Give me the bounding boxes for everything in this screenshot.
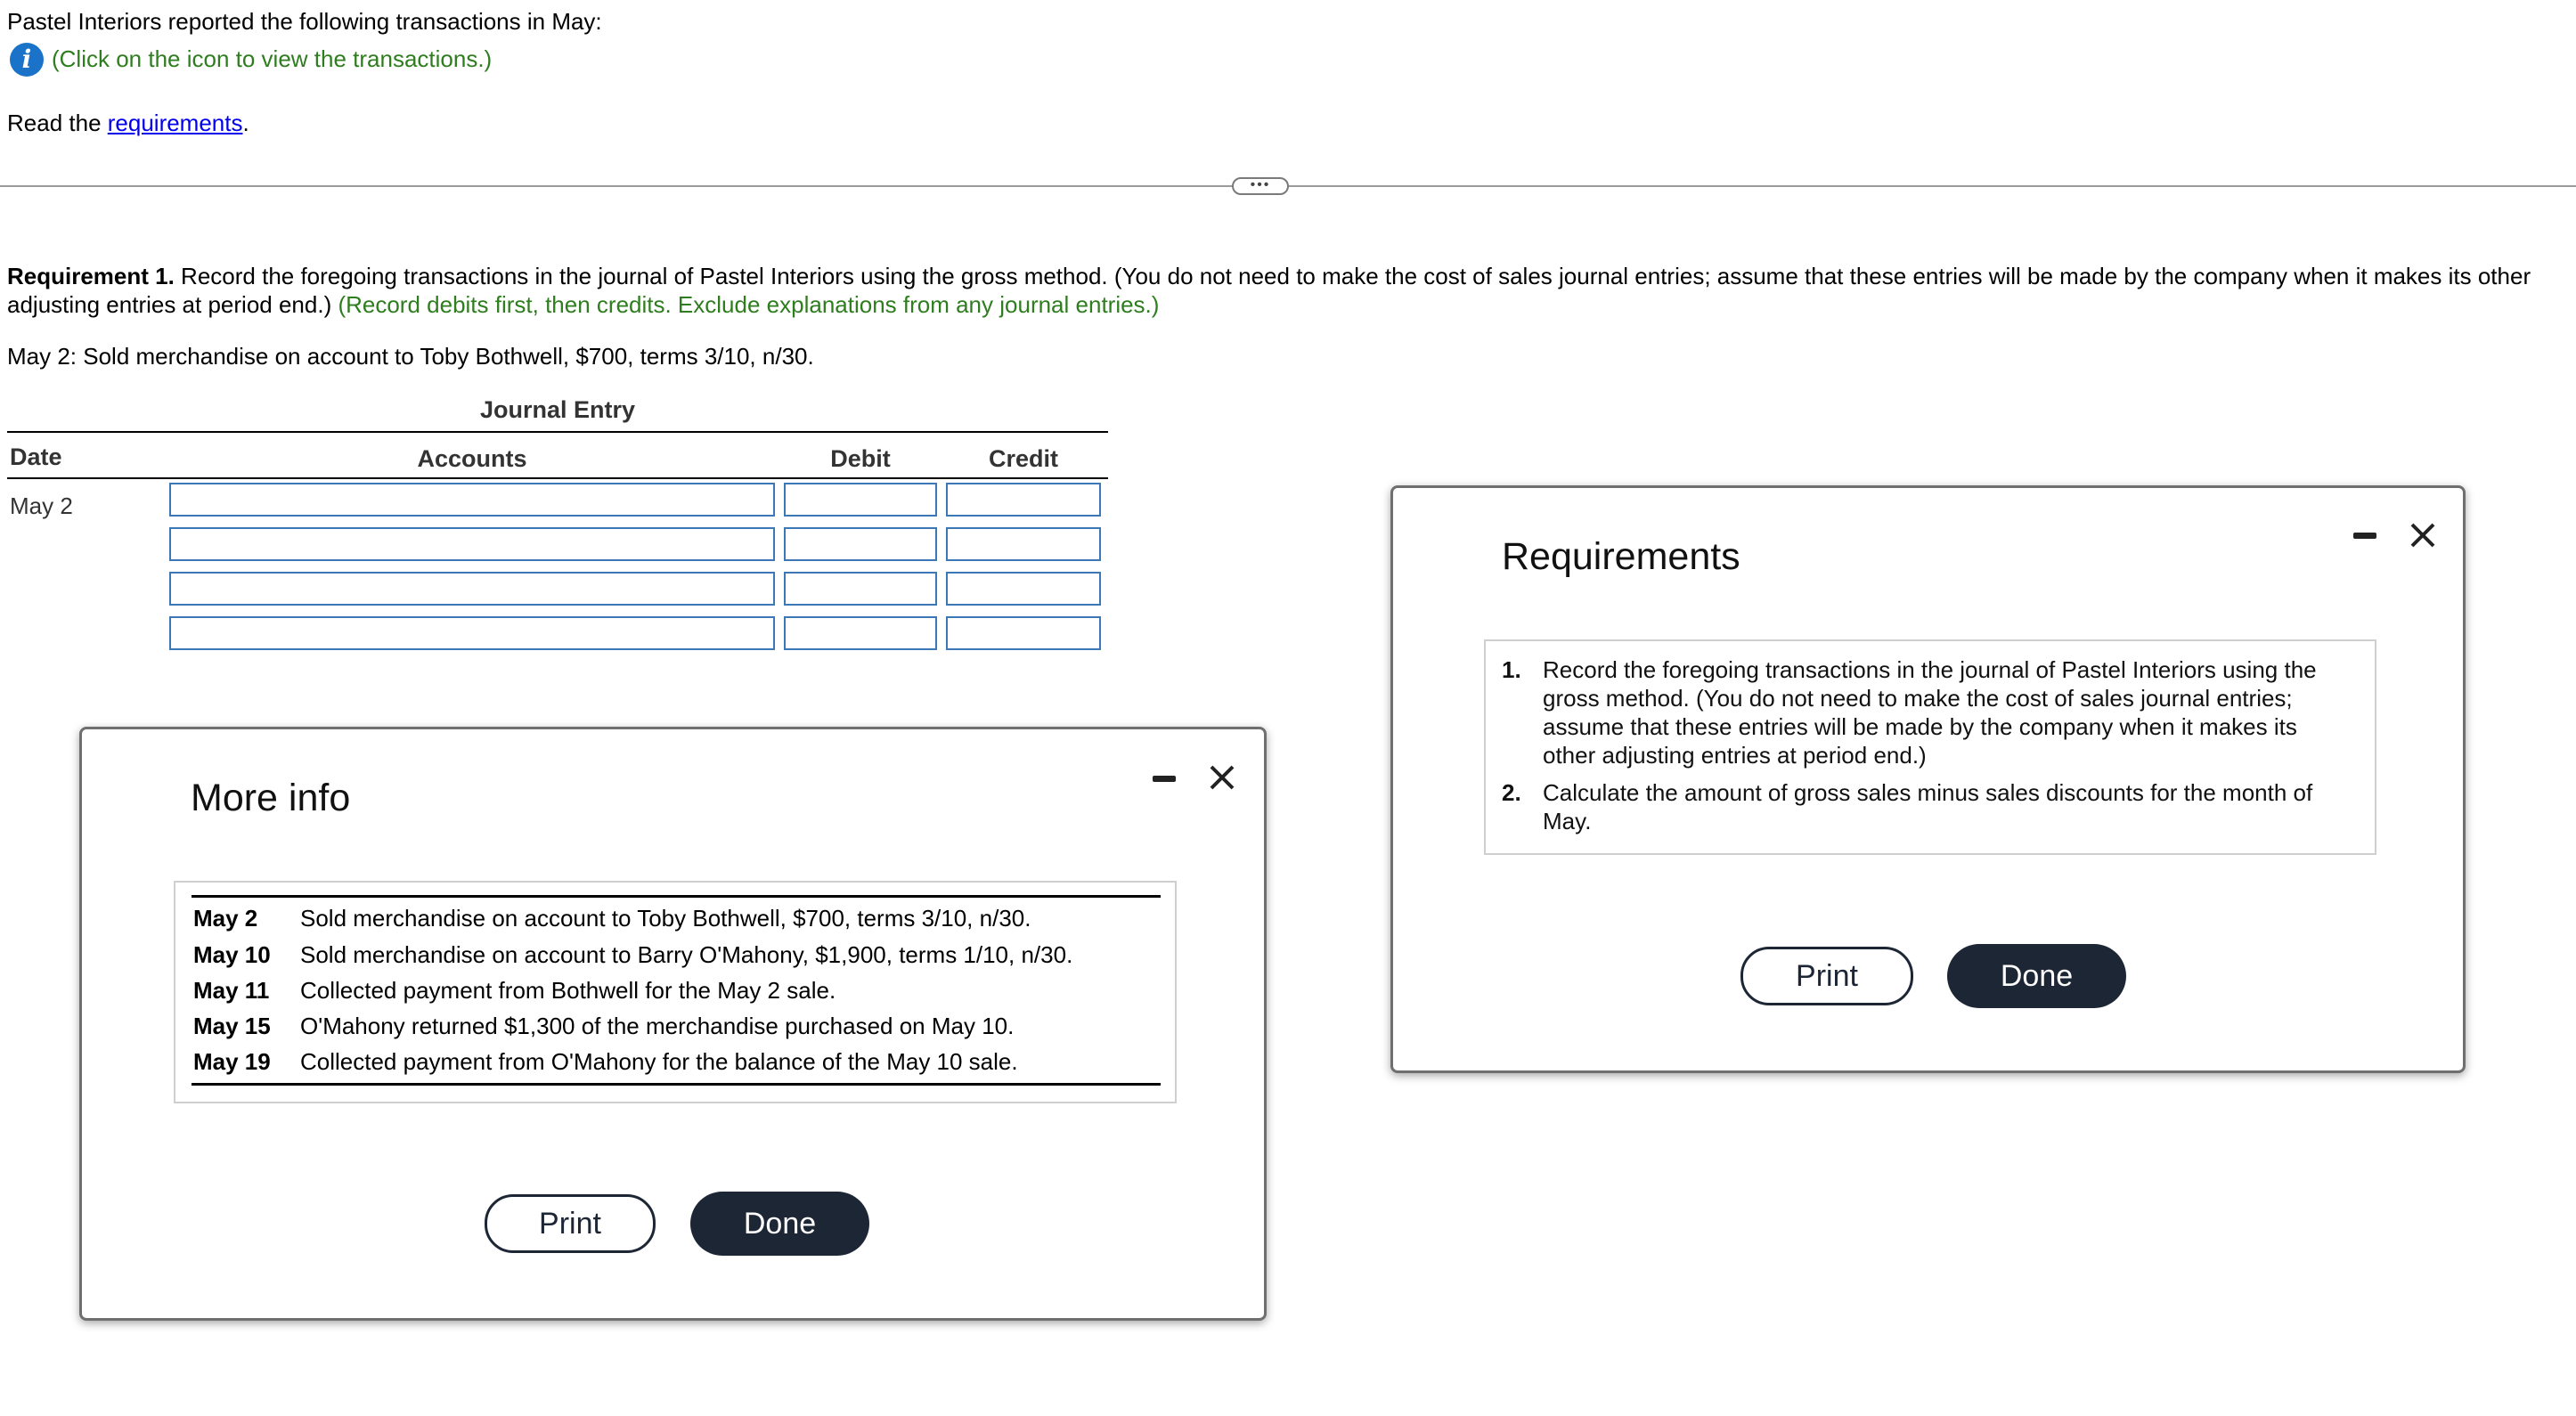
read-suffix: . — [242, 110, 249, 136]
minimize-icon[interactable] — [1153, 776, 1176, 782]
credit-input-2[interactable] — [946, 527, 1101, 561]
print-button[interactable]: Print — [485, 1194, 656, 1253]
requirements-dialog — [1390, 485, 2466, 1073]
debit-input-1[interactable] — [784, 483, 937, 517]
table-top-rule — [192, 895, 1161, 898]
debit-input-4[interactable] — [784, 616, 937, 650]
info-icon[interactable]: i — [10, 43, 44, 77]
header-date: Date — [10, 444, 62, 470]
tx-desc: O'Mahony returned $1,300 of the merchandise purchased on May 10. — [300, 1013, 1015, 1039]
credit-input-1[interactable] — [946, 483, 1101, 517]
print-button[interactable]: Print — [1740, 947, 1913, 1005]
account-input-4[interactable] — [169, 616, 775, 650]
requirement-1-note: (Record debits first, then credits. Exclude explanations from any journal entries.) — [338, 291, 1160, 318]
table-row — [193, 1047, 1018, 1076]
credit-input-3[interactable] — [946, 572, 1101, 606]
debit-input-2[interactable] — [784, 527, 937, 561]
tx-date: May 11 — [193, 977, 270, 1004]
header-debit: Debit — [830, 445, 891, 472]
done-button[interactable]: Done — [1947, 944, 2126, 1008]
account-input-3[interactable] — [169, 572, 775, 606]
req-text: Record the foregoing transactions in the journal of Pastel Interiors using the gross method. (You do not need to make the cost of sales journal entries; assume that these entries will be made by the company when it makes its other adjusting entries at period end.) — [1543, 656, 2317, 769]
transactions-table — [174, 881, 1177, 1103]
table-row — [193, 976, 836, 1005]
tx-desc: Sold merchandise on account to Toby Bothwell, $700, terms 3/10, n/30. — [300, 905, 1031, 932]
tx-date: May 15 — [193, 1013, 271, 1039]
journal-title: Journal Entry — [479, 396, 636, 423]
tx-desc: Collected payment from Bothwell for the May 2 sale. — [300, 977, 836, 1004]
transaction-prompt: May 2: Sold merchandise on account to Toby Bothwell, $700, terms 3/10, n/30. — [7, 343, 814, 370]
table-row — [193, 1012, 1014, 1040]
journal-top-rule — [7, 431, 1108, 433]
req-number: 1. — [1502, 656, 1521, 683]
close-icon[interactable] — [2407, 519, 2439, 551]
tx-date: May 2 — [193, 905, 258, 932]
requirement-1-text — [7, 262, 2564, 319]
list-item — [1502, 778, 2357, 841]
read-prefix: Read the — [7, 110, 108, 136]
minimize-icon[interactable] — [2353, 533, 2376, 539]
account-input-2[interactable] — [169, 527, 775, 561]
journal-date: May 2 — [10, 492, 73, 519]
expand-handle[interactable]: ••• — [1232, 177, 1289, 195]
read-requirements-line — [7, 109, 249, 137]
req-number: 2. — [1502, 779, 1521, 806]
intro-text: Pastel Interiors reported the following transactions in May: — [7, 8, 602, 35]
table-row — [193, 940, 1072, 969]
more-info-title: More info — [191, 777, 351, 819]
table-row — [193, 904, 1031, 932]
table-bottom-rule — [192, 1083, 1161, 1086]
requirement-1-body: Record the foregoing transactions in the journal of Pastel Interiors using the gross method. (You do not need to make the cost of sales journal entries; assume that these entries will be made by the company when it makes its other adjusting entries at period end.) — [7, 263, 2531, 318]
credit-input-4[interactable] — [946, 616, 1101, 650]
tx-date: May 19 — [193, 1048, 271, 1075]
header-credit: Credit — [988, 445, 1058, 472]
requirements-title: Requirements — [1502, 535, 1740, 578]
tx-date: May 10 — [193, 941, 271, 968]
requirement-1-label: Requirement 1. — [7, 263, 175, 289]
header-accounts: Accounts — [417, 445, 527, 472]
more-info-dialog — [79, 727, 1267, 1321]
requirements-link[interactable]: requirements — [107, 110, 243, 136]
close-icon[interactable] — [1206, 761, 1238, 793]
requirements-list — [1484, 639, 2376, 855]
journal-header-rule — [7, 477, 1108, 479]
tx-desc: Sold merchandise on account to Barry O'Mahony, $1,900, terms 1/10, n/30. — [300, 941, 1073, 968]
info-link-text[interactable]: (Click on the icon to view the transactions.) — [52, 45, 493, 72]
req-text: Calculate the amount of gross sales minus sales discounts for the month of May. — [1543, 779, 2313, 834]
account-input-1[interactable] — [169, 483, 775, 517]
list-item — [1502, 655, 2357, 771]
tx-desc: Collected payment from O'Mahony for the balance of the May 10 sale. — [300, 1048, 1018, 1075]
done-button[interactable]: Done — [690, 1192, 869, 1256]
debit-input-3[interactable] — [784, 572, 937, 606]
